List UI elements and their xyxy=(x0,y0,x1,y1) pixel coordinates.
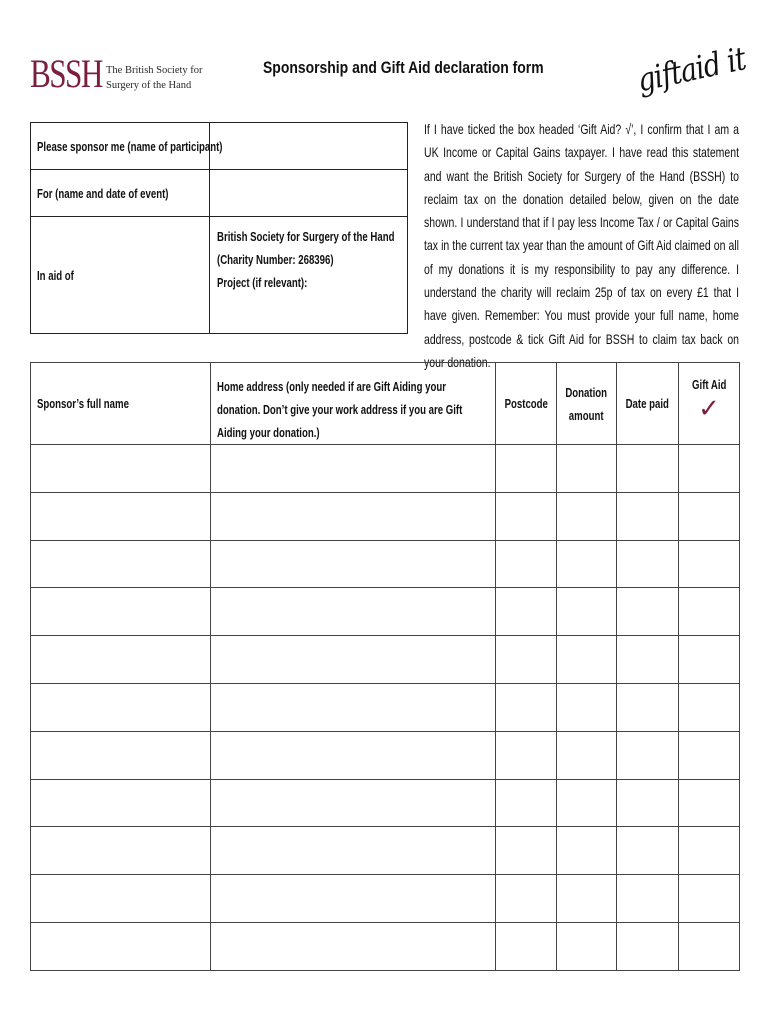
donation-cell[interactable] xyxy=(557,492,617,540)
date-cell[interactable] xyxy=(617,636,679,684)
date-cell[interactable] xyxy=(617,683,679,731)
postcode-cell[interactable] xyxy=(496,445,557,493)
name-cell[interactable] xyxy=(31,492,211,540)
giftaid-cell[interactable] xyxy=(679,492,740,540)
giftaid-cell[interactable] xyxy=(679,779,740,827)
postcode-cell[interactable] xyxy=(496,492,557,540)
table-row xyxy=(31,827,740,875)
postcode-cell[interactable] xyxy=(496,636,557,684)
table-row xyxy=(31,683,740,731)
col-header-donation xyxy=(557,363,617,445)
donation-cell[interactable] xyxy=(557,683,617,731)
sponsor-info-table xyxy=(30,122,408,334)
donation-cell[interactable] xyxy=(557,875,617,923)
donation-cell[interactable] xyxy=(557,827,617,875)
name-cell[interactable] xyxy=(31,683,211,731)
col-header-postcode xyxy=(496,363,557,445)
date-cell[interactable] xyxy=(617,540,679,588)
sponsor-table xyxy=(30,362,740,971)
name-cell[interactable] xyxy=(31,445,211,493)
date-cell[interactable] xyxy=(617,827,679,875)
table-row xyxy=(31,922,740,970)
col-header-name xyxy=(31,363,211,445)
col-header-donation-line1: Donation xyxy=(565,384,608,400)
col-header-address xyxy=(211,363,496,445)
donation-cell[interactable] xyxy=(557,779,617,827)
giftaid-cell[interactable] xyxy=(679,540,740,588)
participant-name-field[interactable] xyxy=(210,123,407,169)
sponsor-name-label-cell xyxy=(31,123,223,169)
giftaid-cell[interactable] xyxy=(679,875,740,923)
event-field[interactable] xyxy=(210,170,407,216)
date-cell[interactable] xyxy=(617,588,679,636)
col-header-date-paid xyxy=(617,363,679,445)
postcode-cell[interactable] xyxy=(496,731,557,779)
col-header-address-text: Home address (only needed if are Gift Aiding your donation. Don’t give your work address if you are Gift Aiding your donation.) xyxy=(217,379,463,440)
postcode-cell[interactable] xyxy=(496,922,557,970)
charity-name: British Society for Surgery of the Hand xyxy=(217,229,395,244)
table-row xyxy=(31,875,740,923)
name-cell[interactable] xyxy=(31,779,211,827)
address-cell[interactable] xyxy=(211,922,496,970)
table-header-row xyxy=(31,363,740,445)
table-row xyxy=(31,492,740,540)
aid-label: In aid of xyxy=(37,267,74,283)
name-cell[interactable] xyxy=(31,588,211,636)
bssh-logo-mark: BSSH xyxy=(30,51,102,96)
date-cell[interactable] xyxy=(617,779,679,827)
name-cell[interactable] xyxy=(31,540,211,588)
col-header-date-text: Date paid xyxy=(625,396,670,411)
address-cell[interactable] xyxy=(211,588,496,636)
postcode-cell[interactable] xyxy=(496,779,557,827)
donation-cell[interactable] xyxy=(557,445,617,493)
bssh-logo xyxy=(30,51,203,96)
table-row xyxy=(31,588,740,636)
date-cell[interactable] xyxy=(617,922,679,970)
postcode-cell[interactable] xyxy=(496,588,557,636)
col-header-donation-line2: amount xyxy=(569,407,604,423)
date-cell[interactable] xyxy=(617,875,679,923)
postcode-cell[interactable] xyxy=(496,540,557,588)
col-header-postcode-text: Postcode xyxy=(504,396,548,411)
donation-cell[interactable] xyxy=(557,588,617,636)
giftaid-cell[interactable] xyxy=(679,683,740,731)
declaration-paragraph: If I have ticked the box headed ‘Gift Aid? √’, I confirm that I am a UK Income or Capital Gains taxpayer. I have read this statement and want the British Society for Surgery of the Hand (BSSH) to reclaim tax on the donation detailed below, given on the date shown. I understand that if I pay less Income Tax / or Capital Gains tax in the current tax year than the amount of Gift Aid claimed on all of my donations it is my responsibility to pay any difference. I understand the charity will reclaim 25p of tax on every £1 that I have given. Remember: You must provide your full name, home address, postcode & tick Gift Aid for BSSH to claim tax back on your donation. xyxy=(424,121,739,370)
address-cell[interactable] xyxy=(211,827,496,875)
tick-icon: ✓ xyxy=(698,394,720,424)
col-header-gift-aid xyxy=(679,363,740,445)
address-cell[interactable] xyxy=(211,445,496,493)
giftaid-cell[interactable] xyxy=(679,922,740,970)
name-cell[interactable] xyxy=(31,875,211,923)
table-row xyxy=(31,445,740,493)
table-row xyxy=(31,779,740,827)
table-row xyxy=(31,540,740,588)
donation-cell[interactable] xyxy=(557,636,617,684)
declaration-text-block xyxy=(424,118,739,374)
address-cell[interactable] xyxy=(211,779,496,827)
name-cell[interactable] xyxy=(31,827,211,875)
bssh-logo-line2: Surgery of the Hand xyxy=(106,80,192,91)
giftaid-cell[interactable] xyxy=(679,588,740,636)
sponsor-name-label: Please sponsor me (name of participant) xyxy=(37,138,223,154)
address-cell[interactable] xyxy=(211,492,496,540)
table-row xyxy=(31,731,740,779)
aid-label-cell xyxy=(31,217,210,333)
donation-cell[interactable] xyxy=(557,731,617,779)
postcode-cell[interactable] xyxy=(496,875,557,923)
giftaid-cell[interactable] xyxy=(679,636,740,684)
name-cell[interactable] xyxy=(31,731,211,779)
name-cell[interactable] xyxy=(31,922,211,970)
giftaid-cell[interactable] xyxy=(679,731,740,779)
project-label: Project (if relevant): xyxy=(217,275,308,290)
donation-cell[interactable] xyxy=(557,922,617,970)
event-label-cell xyxy=(31,170,210,216)
bssh-logo-line1: The British Society for xyxy=(106,65,203,76)
address-cell[interactable] xyxy=(211,683,496,731)
aid-row xyxy=(31,217,407,333)
date-cell[interactable] xyxy=(617,731,679,779)
col-header-giftaid-text: Gift Aid xyxy=(691,377,727,392)
name-cell[interactable] xyxy=(31,636,211,684)
address-cell[interactable] xyxy=(211,540,496,588)
giftaid-cell[interactable] xyxy=(679,827,740,875)
aid-text xyxy=(217,225,394,294)
giftaid-logo-text: giftaid it xyxy=(634,39,749,100)
event-row xyxy=(31,170,407,217)
address-cell[interactable] xyxy=(211,731,496,779)
event-label: For (name and date of event) xyxy=(37,185,169,201)
address-cell[interactable] xyxy=(211,636,496,684)
date-cell[interactable] xyxy=(617,445,679,493)
address-cell[interactable] xyxy=(211,875,496,923)
giftaid-logo xyxy=(634,39,749,106)
giftaid-cell[interactable] xyxy=(679,445,740,493)
sponsor-name-row xyxy=(31,123,407,170)
col-header-name-text: Sponsor’s full name xyxy=(37,396,129,411)
aid-value-cell xyxy=(210,217,407,333)
date-cell[interactable] xyxy=(617,492,679,540)
postcode-cell[interactable] xyxy=(496,827,557,875)
col-header-donation-text xyxy=(566,381,608,427)
charity-number: (Charity Number: 268396) xyxy=(217,252,334,267)
form-title: Sponsorship and Gift Aid declaration form xyxy=(263,58,544,77)
table-row xyxy=(31,636,740,684)
postcode-cell[interactable] xyxy=(496,683,557,731)
donation-cell[interactable] xyxy=(557,540,617,588)
